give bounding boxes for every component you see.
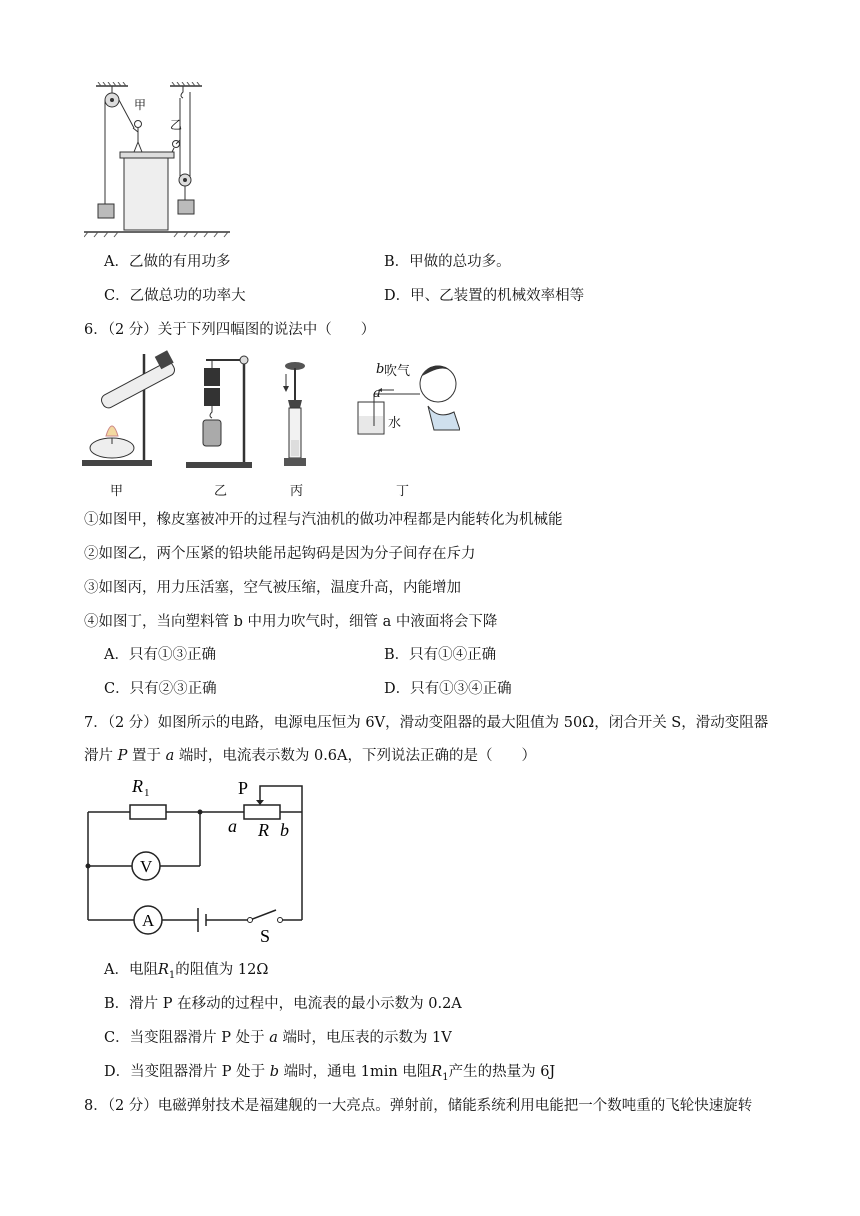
label-p: P <box>238 778 249 798</box>
voltmeter-v: V <box>140 857 153 876</box>
fig-ding-label-b: b <box>376 362 385 377</box>
q5-option-d[interactable]: D．甲、乙装置的机械效率相等 <box>384 288 585 304</box>
q7-option-d[interactable]: D．当变阻器滑片 P 处于 b 端时，通电 1min 电阻$R_1$产生的热量为 6J <box>104 1064 556 1083</box>
q5-option-a[interactable]: A．乙做的有用功多 <box>104 254 231 270</box>
figure-label-yi: 乙 <box>170 118 183 132</box>
caption-yi: 乙 <box>214 484 228 499</box>
label-b: b <box>280 820 289 840</box>
q6-option-b[interactable]: B．只有①④正确 <box>384 647 497 663</box>
q6-statement-2: ②如图乙，两个压紧的铅块能吊起钩码是因为分子间存在斥力 <box>84 546 476 562</box>
fig-ding-label-a: a <box>373 386 381 401</box>
q6-statement-1: ①如图甲，橡皮塞被冲开的过程与汽油机的做功冲程都是内能转化为机械能 <box>84 512 563 528</box>
q6-statement-4: ④如图丁，当向塑料管 b 中用力吹气时，细管 a 中液面将会下降 <box>84 614 498 630</box>
label-r: R <box>258 820 269 840</box>
label-s: S <box>260 926 271 944</box>
q5-option-c[interactable]: C．乙做总功的功率大 <box>104 288 246 304</box>
ammeter-a: A <box>142 911 155 930</box>
caption-bing: 丙 <box>290 484 304 499</box>
label-r1: R <box>132 776 143 796</box>
circuit-diagram <box>80 772 310 944</box>
q7-option-a[interactable]: A．电阻$R_1$的阻值为 12Ω <box>104 962 269 981</box>
q6-stem: 6．（2 分）关于下列四幅图的说法中（ ） <box>84 322 376 338</box>
q6-option-a[interactable]: A．只有①③正确 <box>104 647 216 663</box>
q7-stem-line2: 滑片 P 置于 a 端时，电流表示数为 0.6A，下列说法正确的是（ ） <box>84 748 536 764</box>
fig-jia-test-tube <box>82 350 182 468</box>
q5-option-b[interactable]: B．甲做的总功多。 <box>384 254 511 270</box>
fig-bing-piston <box>278 360 312 470</box>
q7-option-b[interactable]: B．滑片 P 在移动的过程中，电流表的最小示数为 0.2A <box>104 996 462 1012</box>
q6-option-d[interactable]: D．只有①③④正确 <box>384 681 512 697</box>
q6-statement-3: ③如图丙，用力压活塞，空气被压缩，温度升高，内能增加 <box>84 580 461 596</box>
label-r1-sub: 1 <box>144 787 150 799</box>
q6-option-c[interactable]: C．只有②③正确 <box>104 681 217 697</box>
caption-jia: 甲 <box>110 484 124 499</box>
q7-stem-line1: 7．（2 分）如图所示的电路，电源电压恒为 6V，滑动变阻器的最大阻值为 50Ω，闭合开关 S，滑动变阻器 <box>84 715 769 731</box>
fig-yi-lead-blocks <box>186 354 258 468</box>
q8-stem-line1: 8．（2 分）电磁弹射技术是福建舰的一大亮点。弹射前，储能系统利用电能把一个数吨重的飞轮快速旋转 <box>84 1098 753 1114</box>
caption-ding: 丁 <box>396 484 410 499</box>
fig-ding-label-water: 水 <box>388 416 402 431</box>
label-a: a <box>228 816 237 836</box>
figure-label-jia: 甲 <box>134 98 147 112</box>
q7-option-c[interactable]: C．当变阻器滑片 P 处于 a 端时，电压表的示数为 1V <box>104 1030 452 1046</box>
pulley-figure <box>84 82 230 240</box>
fig-ding-label-blow: 吹气 <box>384 364 411 379</box>
